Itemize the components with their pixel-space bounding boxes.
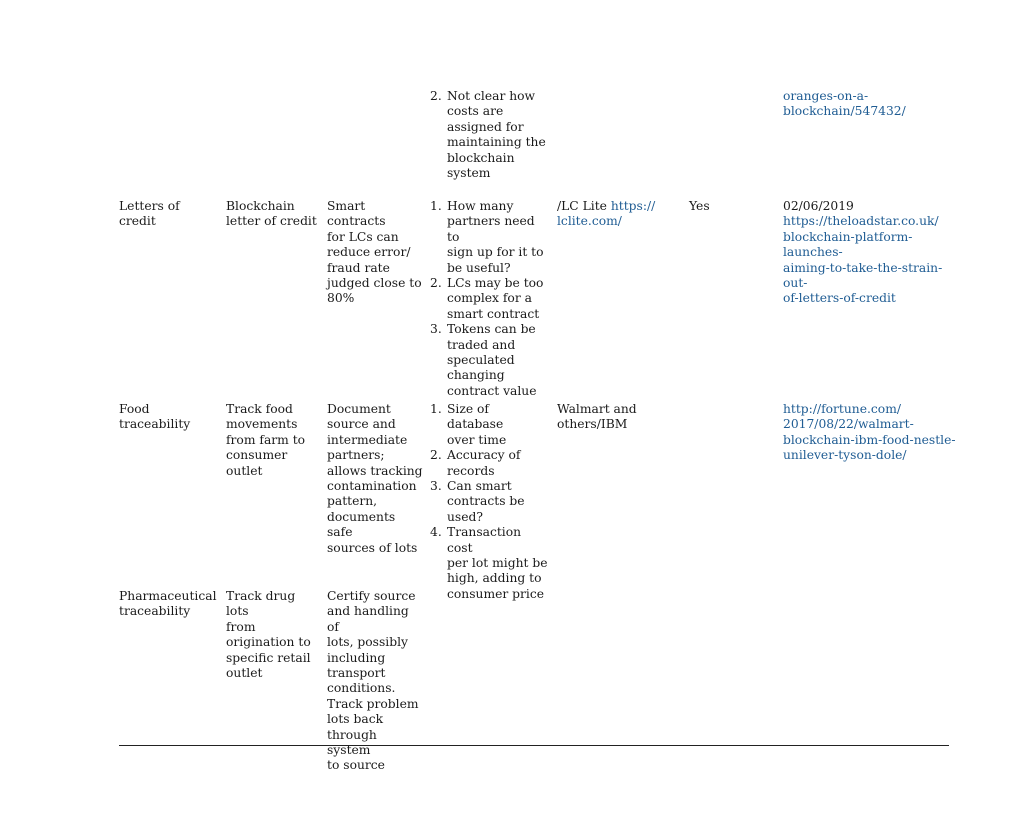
issue-item bbox=[430, 199, 548, 276]
issues-cell bbox=[430, 89, 548, 181]
issue-number: 2. bbox=[430, 448, 442, 463]
issue-item bbox=[430, 479, 548, 525]
issue-number: 3. bbox=[430, 322, 442, 337]
issue-text: Accuracy of records bbox=[447, 448, 521, 478]
provider-link[interactable]: https:// lclite.com/ bbox=[557, 199, 656, 229]
table-bottom-rule bbox=[119, 745, 949, 746]
issue-item bbox=[430, 322, 548, 399]
source-link[interactable]: https://theloadstar.co.uk/ blockchain-platform-launches- aiming-to-take-the-strain-out- of-letters-of-credit bbox=[783, 214, 943, 306]
issue-number: 2. bbox=[430, 276, 442, 291]
issue-item bbox=[430, 525, 548, 602]
issue-item bbox=[430, 276, 548, 322]
issue-number: 4. bbox=[430, 525, 442, 540]
issue-text: LCs may be too complex for a smart contract bbox=[447, 276, 544, 321]
issue-text: Can smart contracts be used? bbox=[447, 479, 525, 524]
issue-text: Not clear how costs are assigned for maintaining the blockchain system bbox=[447, 89, 546, 181]
source-date: 02/06/2019 bbox=[783, 199, 854, 213]
deployed-cell: Yes bbox=[689, 199, 710, 213]
issues-cell bbox=[430, 199, 548, 399]
description-cell: Track drug lots from origination to specific retail outlet bbox=[226, 589, 311, 681]
source-cell bbox=[783, 402, 963, 464]
issue-number: 1. bbox=[430, 402, 442, 416]
source-cell bbox=[783, 89, 963, 120]
issue-text: How many partners need to sign up for it to be useful? bbox=[447, 199, 544, 275]
application-cell: Letters of credit bbox=[119, 199, 180, 229]
benefit-cell: Document source and intermediate partners; allows tracking contamination pattern, documents safe sources of lots bbox=[327, 402, 423, 555]
issue-number: 1. bbox=[430, 199, 442, 213]
provider-text: Walmart and others/IBM bbox=[557, 402, 637, 432]
issues-cell bbox=[430, 402, 548, 602]
application-cell: Food traceability bbox=[119, 402, 191, 432]
issue-item bbox=[430, 89, 548, 181]
provider-text: /LC Lite bbox=[557, 199, 611, 213]
issues-list bbox=[430, 89, 548, 181]
source-cell bbox=[783, 199, 963, 307]
issues-list bbox=[430, 402, 548, 602]
provider-cell bbox=[557, 199, 679, 230]
issue-text: Transaction cost per lot might be high, adding to consumer price bbox=[447, 525, 548, 601]
application-cell: Pharmaceutical traceability bbox=[119, 589, 217, 619]
issue-item bbox=[430, 402, 548, 448]
benefit-cell: Certify source and handling of lots, possibly including transport conditions. Track problem lots back through system to source bbox=[327, 589, 419, 773]
issue-number: 2. bbox=[430, 89, 442, 103]
provider-cell bbox=[557, 402, 679, 433]
issue-item bbox=[430, 448, 548, 479]
issue-number: 3. bbox=[430, 479, 442, 494]
source-link[interactable]: oranges-on-a- blockchain/547432/ bbox=[783, 89, 906, 119]
description-cell: Track food movements from farm to consumer outlet bbox=[226, 402, 306, 478]
issues-list bbox=[430, 199, 548, 399]
source-link[interactable]: http://fortune.com/ 2017/08/22/walmart- blockchain-ibm-food-nestle- unilever-tyson-dole/ bbox=[783, 402, 956, 463]
description-cell: Blockchain letter of credit bbox=[226, 199, 317, 229]
benefit-cell: Smart contracts for LCs can reduce error/ fraud rate judged close to 80% bbox=[327, 199, 422, 306]
issue-text: Size of database over time bbox=[447, 402, 507, 447]
issue-text: Tokens can be traded and speculated changing contract value bbox=[447, 322, 537, 398]
